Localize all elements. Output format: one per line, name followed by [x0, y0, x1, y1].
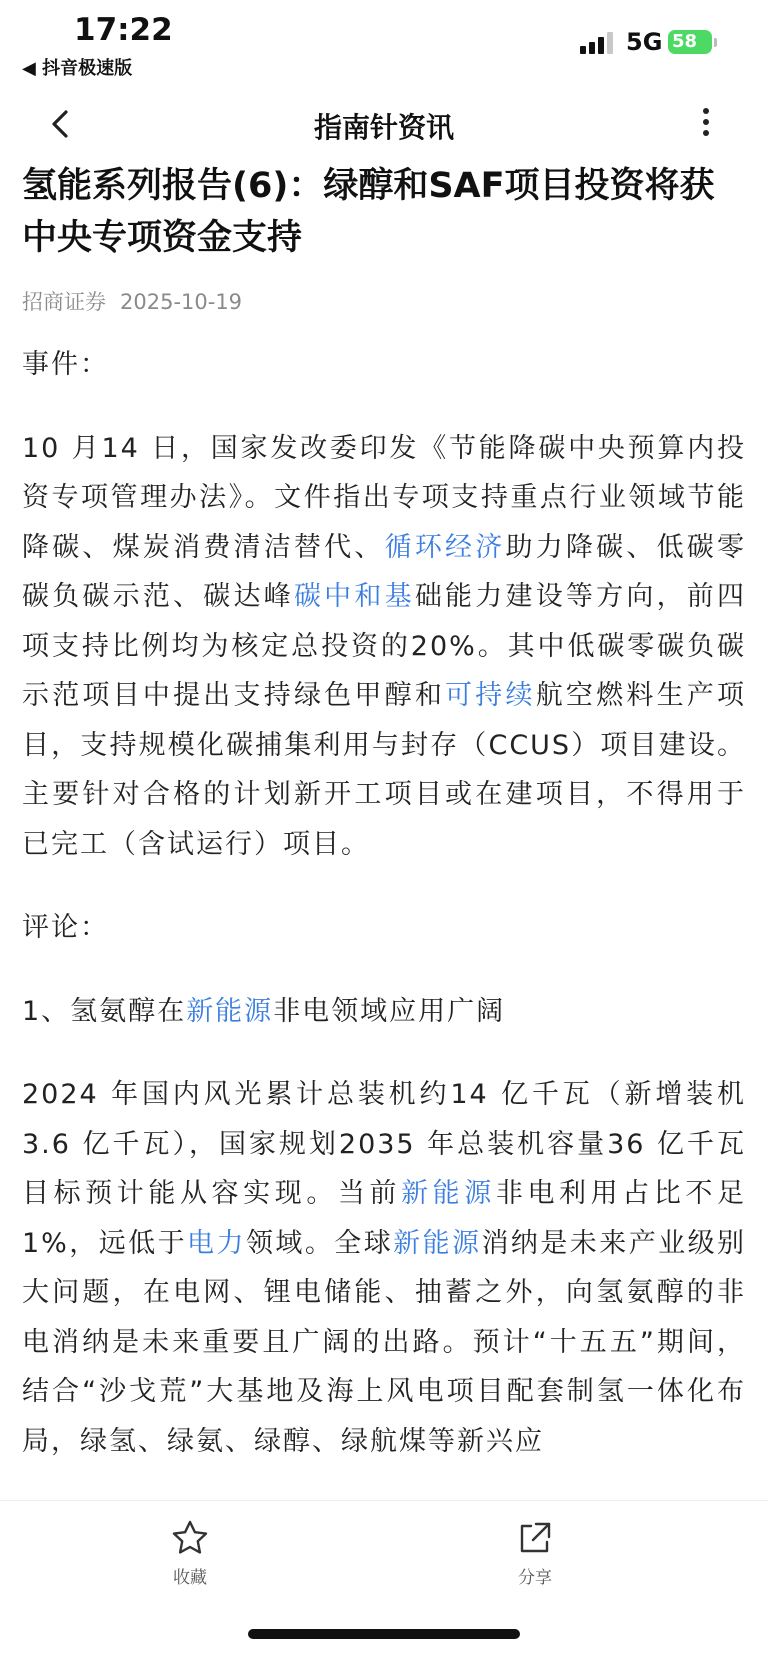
keyword-link[interactable]: 碳中和基 [293, 581, 415, 612]
status-time: 17:22 [74, 12, 173, 48]
keyword-link[interactable]: 新能源 [186, 995, 274, 1027]
more-vertical-icon[interactable] [694, 104, 718, 144]
text-segment: 非电领域应用广阔 [273, 995, 506, 1027]
text-segment: 消纳是未来产业级别大问题，在电网、锂电储能、抽蓄之外，向氢氨醇的非电消纳是未来重要且广阔的出路。预计“十五五”期间，结合“沙戈荒”大基地及海上风电项目配套制氢一体化布局，绿氢、绿氨、绿醇、绿航煤等新兴应 [22, 1227, 747, 1457]
point-heading [22, 987, 746, 1037]
article-meta [22, 286, 746, 316]
point-paragraph [22, 1070, 746, 1466]
favorite-button[interactable] [130, 1519, 250, 1588]
battery-level: 58 [672, 31, 698, 52]
keyword-link[interactable]: 可持续 [445, 680, 536, 711]
star-icon [171, 1519, 209, 1557]
favorite-label: 收藏 [173, 1568, 207, 1588]
home-indicator[interactable] [248, 1629, 520, 1639]
text-segment: 1、氢氨醇在 [22, 995, 187, 1027]
article-title: 氢能系列报告(6)：绿醇和SAF项目投资将获中央专项资金支持 [22, 166, 715, 258]
text-segment: 助力降碳、低碳零碳负碳示范、碳达峰 [22, 531, 747, 612]
keyword-link[interactable]: 新能源 [393, 1227, 482, 1259]
share-icon [516, 1519, 554, 1557]
article-source[interactable]: 招商证券 [22, 290, 106, 314]
share-label: 分享 [518, 1568, 552, 1588]
battery-tip [714, 38, 717, 47]
signal-icon [580, 30, 616, 54]
text-segment: 础能力建设等方向，前四项支持比例均为核定总投资的20%。其中低碳零碳负碳示范项目中提出支持绿色甲醇和 [22, 581, 747, 711]
status-bar [0, 0, 768, 84]
text-segment: 领域。全球 [245, 1227, 394, 1259]
battery-icon [668, 30, 712, 54]
network-type: 5G [626, 28, 663, 56]
article-date: 2025-10-19 [120, 290, 243, 314]
text-segment: 非电利用占比不足1%，远低于 [22, 1178, 747, 1259]
text-segment: 10 月14 日，国家发改委印发《节能降碳中央预算内投资专项管理办法》。文件指出专项支持重点行业领域节能降碳、煤炭消费清洁替代、 [22, 432, 746, 563]
share-button[interactable] [475, 1519, 595, 1588]
comment-label: 评论： [22, 912, 109, 943]
keyword-link[interactable]: 电力 [187, 1227, 246, 1259]
bottom-action-bar [0, 1500, 768, 1663]
event-paragraph [22, 424, 746, 870]
nav-bar [0, 92, 768, 156]
article-body [22, 160, 746, 1466]
nav-title: 指南针资讯 [313, 111, 454, 144]
keyword-link[interactable]: 循环经济 [384, 531, 506, 563]
event-label: 事件： [22, 349, 109, 380]
back-to-app-link[interactable]: ◀ 抖音极速版 [22, 58, 133, 79]
text-segment: 航空燃料生产项目，支持规模化碳捕集利用与封存（CCUS）项目建设。主要针对合格的计划新开工项目或在建项目，不得用于已完工（含试运行）项目。 [22, 680, 747, 860]
keyword-link[interactable]: 新能源 [401, 1178, 496, 1209]
text-segment: 2024 年国内风光累计总装机约14 亿千瓦（新增装机3.6 亿千瓦），国家规划2035 年总装机容量36 亿千瓦目标预计能从容实现。当前 [22, 1079, 746, 1209]
